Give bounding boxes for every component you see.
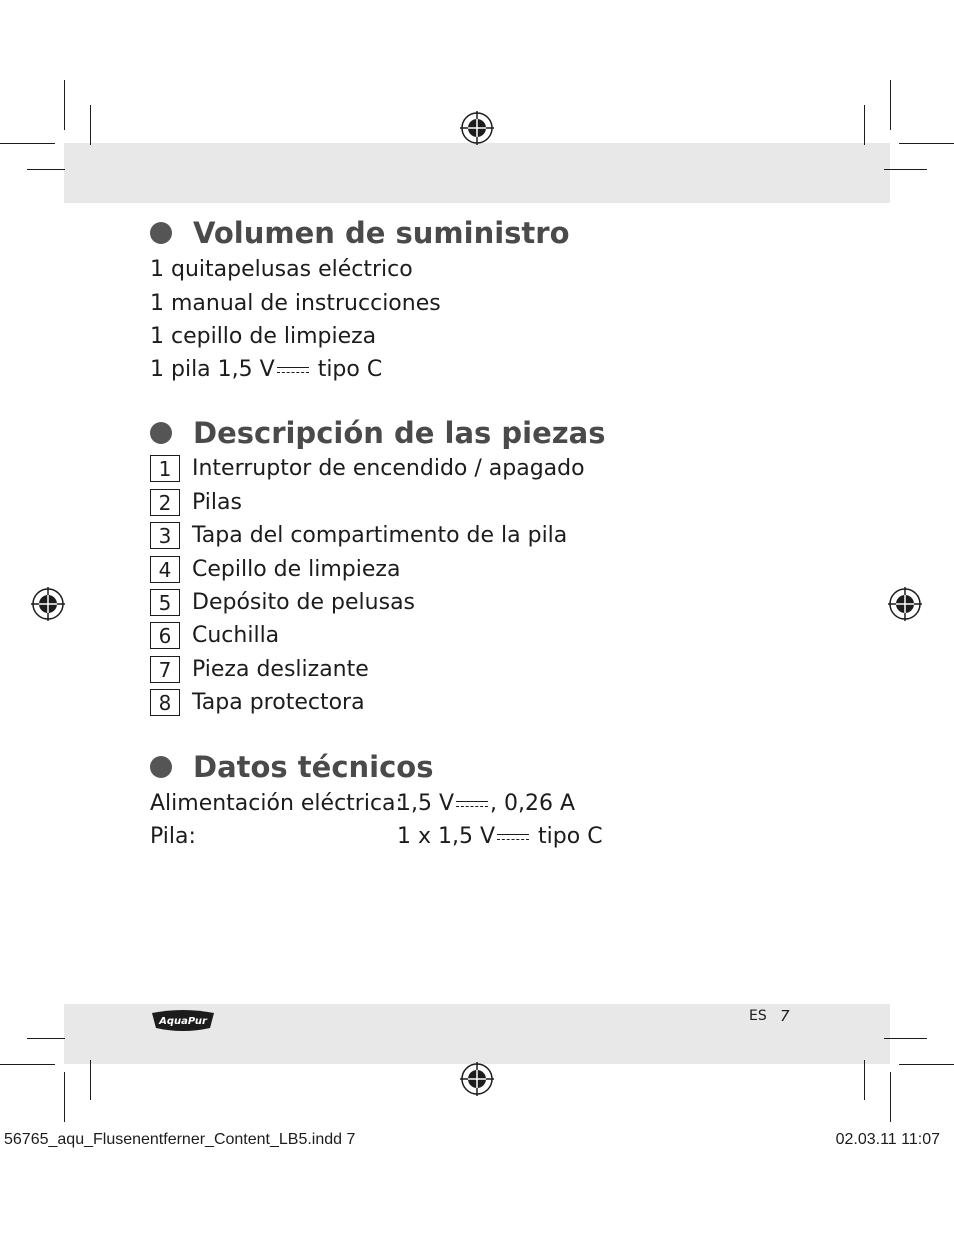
- crop-mark: [890, 1072, 891, 1122]
- part-number: 7: [150, 656, 180, 683]
- part-row: [150, 522, 567, 549]
- crop-mark: [27, 1038, 65, 1039]
- bullet-icon: [150, 222, 172, 244]
- crop-mark: [64, 80, 65, 130]
- part-row: [150, 489, 242, 516]
- part-number: 6: [150, 622, 180, 649]
- part-number: 8: [150, 689, 180, 716]
- slug-filename: 56765_aqu_Flusenentferner_Content_LB5.indd 7: [4, 1131, 356, 1148]
- crop-mark: [90, 1060, 91, 1100]
- part-label: Pilas: [192, 490, 242, 515]
- part-label: Tapa del compartimento de la pila: [192, 523, 568, 548]
- parts-heading: [150, 416, 605, 450]
- battery-label: Pila:: [150, 824, 196, 849]
- part-label: Interruptor de encendido / apagado: [192, 456, 585, 481]
- power-value: [397, 791, 575, 816]
- power-label: Alimentación eléctrica:: [150, 791, 403, 816]
- registration-mark-icon: [31, 587, 65, 621]
- crop-mark: [864, 105, 865, 145]
- supply-item: 1 manual de instrucciones: [150, 291, 441, 316]
- page-number: 7: [780, 1007, 790, 1025]
- part-label: Cuchilla: [192, 623, 280, 648]
- aquapur-logo: [150, 1008, 216, 1032]
- part-number: 5: [150, 589, 180, 616]
- part-row: [150, 689, 365, 716]
- tech-heading-text: Datos técnicos: [193, 750, 434, 784]
- part-label: Pieza deslizante: [192, 657, 369, 682]
- part-label: Cepillo de limpieza: [192, 557, 401, 582]
- power-value-suffix: , 0,26 A: [490, 791, 576, 816]
- dc-symbol-icon: [456, 799, 488, 809]
- registration-mark-icon: [460, 111, 494, 145]
- part-number: 4: [150, 556, 180, 583]
- crop-mark: [890, 80, 891, 130]
- crop-mark: [899, 143, 954, 144]
- part-number: 1: [150, 455, 180, 482]
- part-label: Depósito de pelusas: [192, 590, 416, 615]
- dc-symbol-icon: [277, 365, 309, 375]
- crop-mark: [0, 1064, 55, 1065]
- crop-mark: [27, 169, 65, 170]
- crop-mark: [884, 1038, 927, 1039]
- svg-text:AquaPur: AquaPur: [159, 1016, 207, 1027]
- part-row: [150, 556, 400, 583]
- crop-mark: [899, 1064, 954, 1065]
- page-language: ES: [749, 1008, 767, 1024]
- battery-value-suffix: tipo C: [538, 824, 603, 849]
- bullet-icon: [150, 422, 172, 444]
- part-row: [150, 455, 585, 482]
- part-label: Tapa protectora: [192, 690, 365, 715]
- supply-item: 1 cepillo de limpieza: [150, 324, 377, 349]
- slug-datetime: 02.03.11 11:07: [835, 1131, 940, 1148]
- header-band: [64, 143, 890, 203]
- battery-suffix: tipo C: [317, 357, 383, 382]
- registration-mark-icon: [460, 1062, 494, 1096]
- battery-prefix: 1 pila 1,5 V: [150, 357, 275, 382]
- supply-heading: [150, 216, 570, 250]
- power-value-prefix: 1,5 V: [397, 791, 455, 816]
- dc-symbol-icon: [497, 832, 529, 842]
- tech-heading: [150, 750, 433, 784]
- crop-mark: [864, 1060, 865, 1100]
- part-row: [150, 589, 415, 616]
- battery-value: [397, 824, 603, 849]
- crop-mark: [0, 143, 55, 144]
- part-number: 3: [150, 522, 180, 549]
- crop-mark: [884, 169, 927, 170]
- parts-heading-text: Descripción de las piezas: [193, 416, 606, 450]
- battery-value-prefix: 1 x 1,5 V: [397, 824, 496, 849]
- part-row: [150, 622, 279, 649]
- part-number: 2: [150, 489, 180, 516]
- crop-mark: [90, 105, 91, 145]
- part-row: [150, 656, 369, 683]
- supply-item-battery: [150, 357, 382, 383]
- registration-mark-icon: [888, 587, 922, 621]
- bullet-icon: [150, 756, 172, 778]
- supply-heading-text: Volumen de suministro: [193, 216, 570, 250]
- supply-item: 1 quitapelusas eléctrico: [150, 257, 413, 282]
- crop-mark: [64, 1072, 65, 1122]
